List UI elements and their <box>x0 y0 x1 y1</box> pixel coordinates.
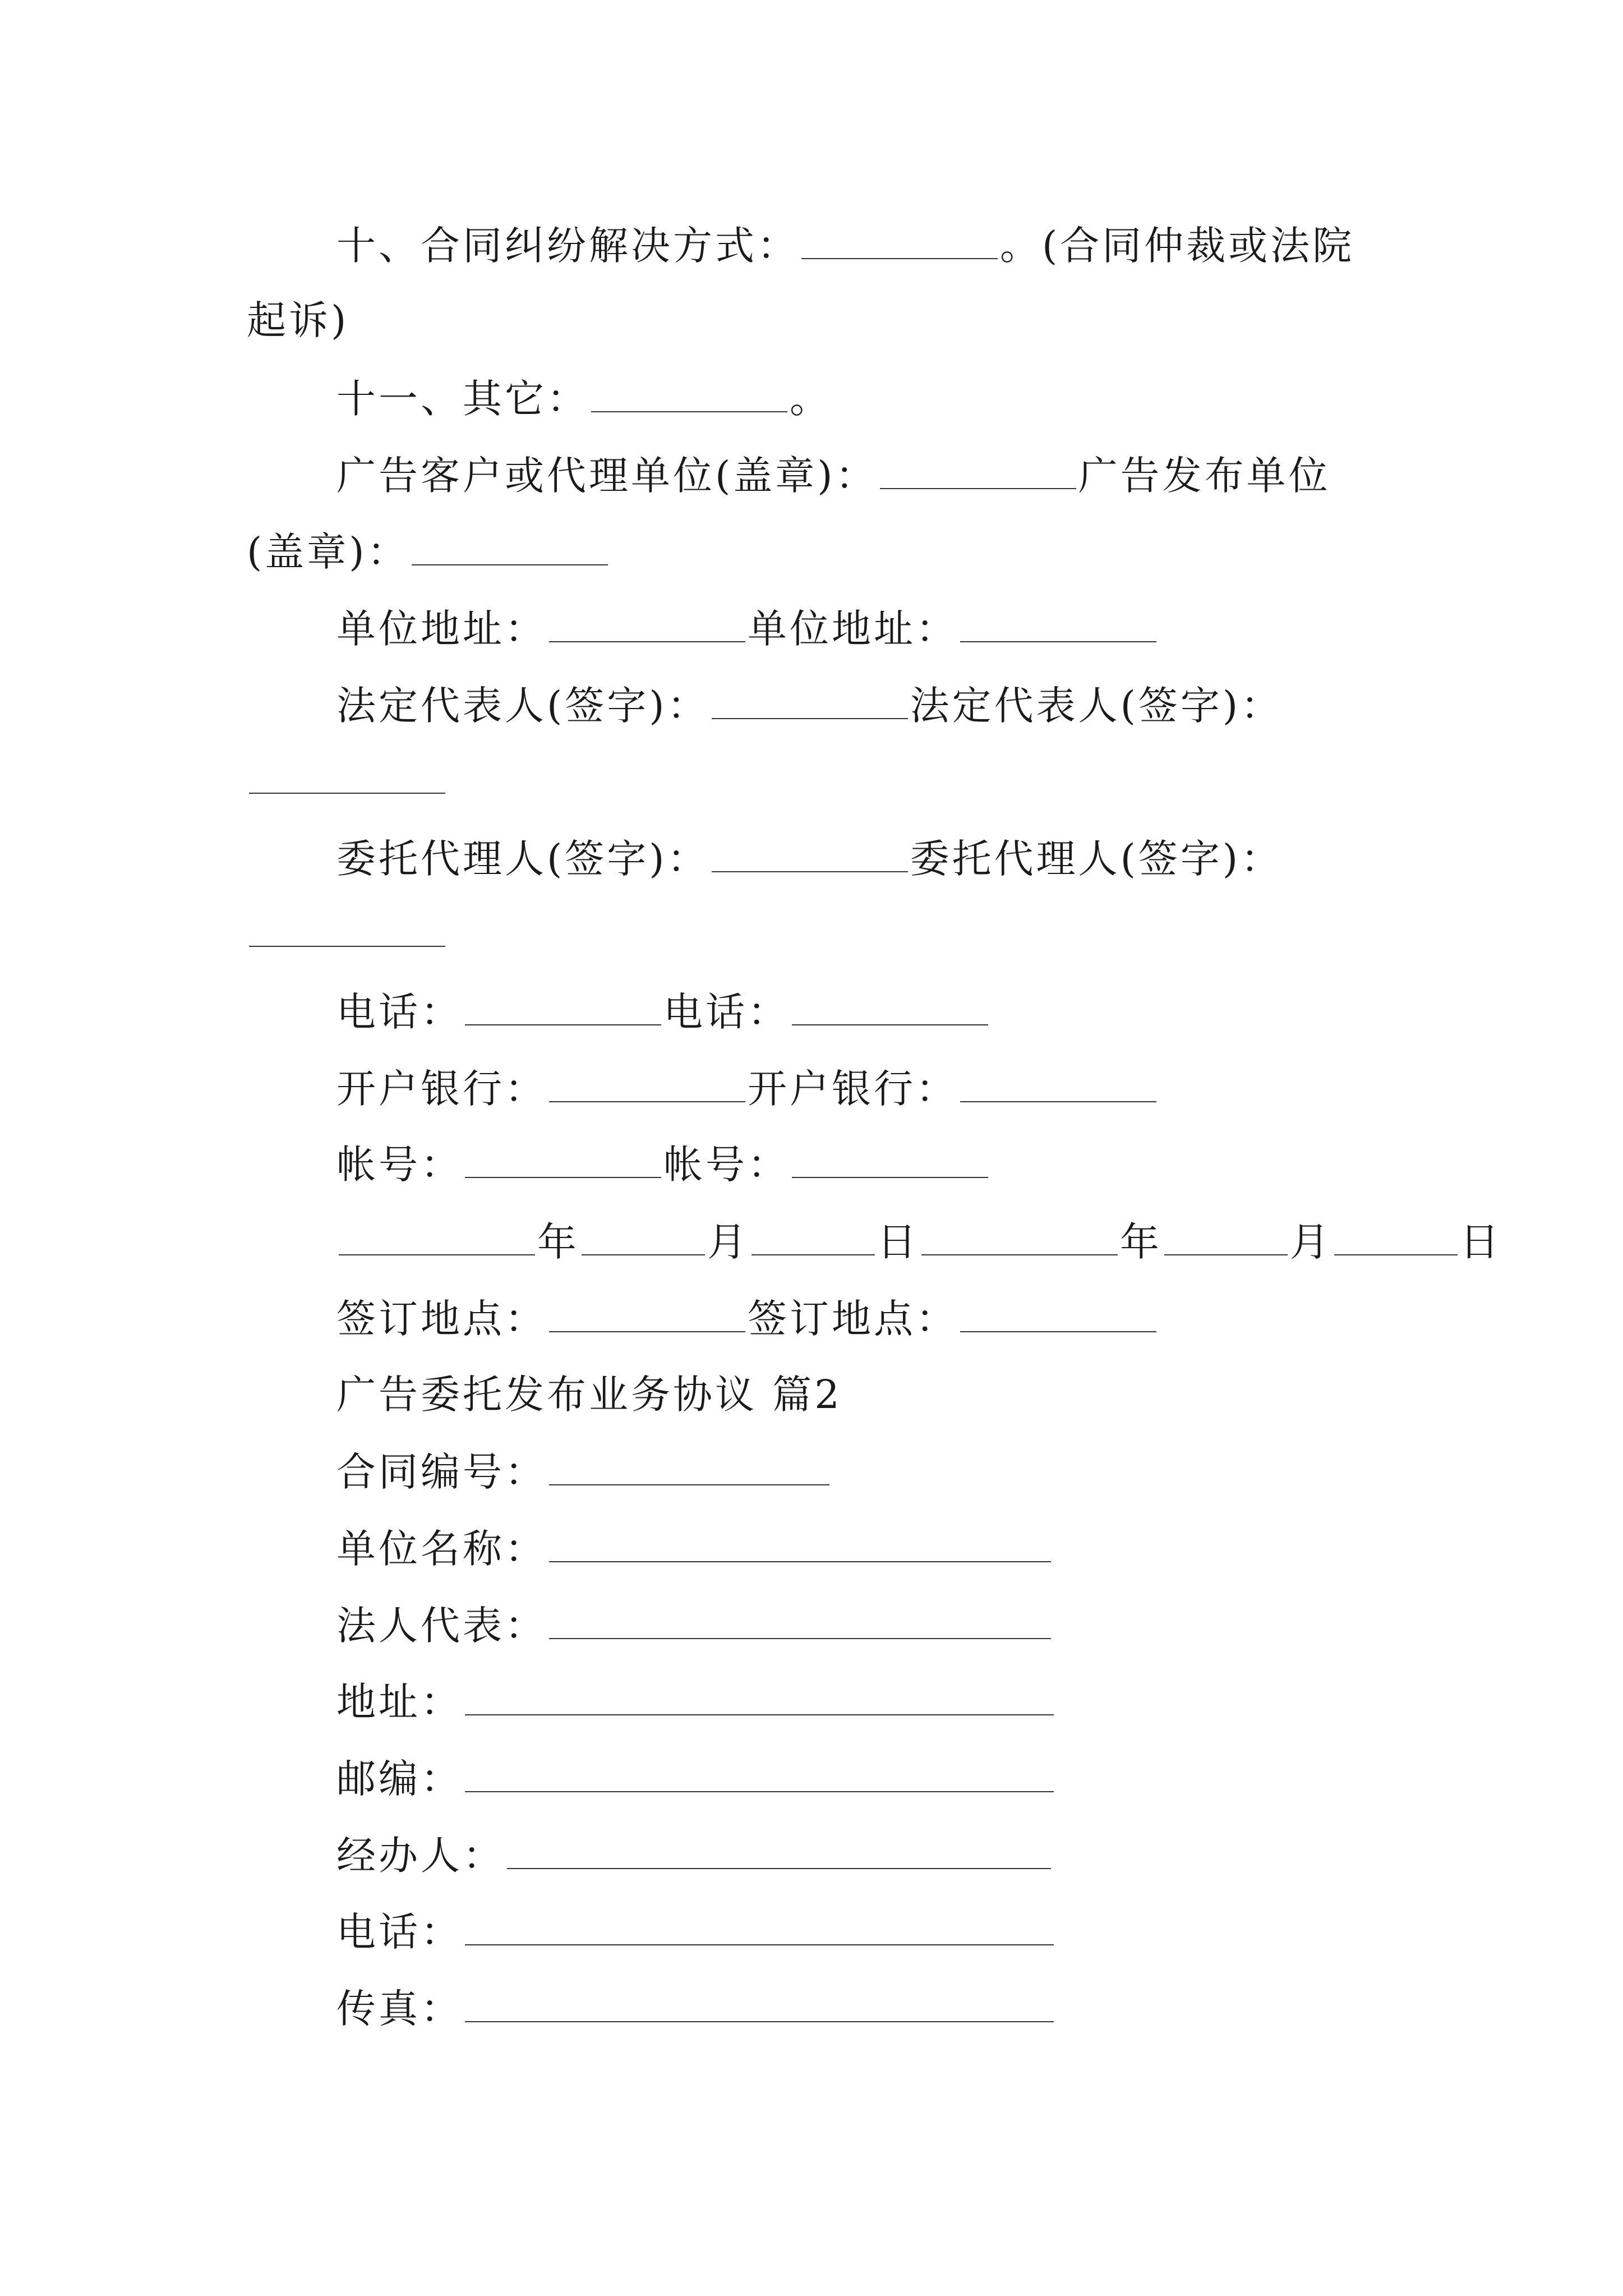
signing-place-line <box>336 1293 1380 1345</box>
date-left-day-label: 日 <box>877 1219 919 1265</box>
agent-line <box>336 833 1380 885</box>
other-blank <box>591 379 787 412</box>
date-right-day-blank <box>1334 1222 1458 1255</box>
postcode-label: 邮编： <box>336 1756 463 1802</box>
clause-11 <box>336 373 1380 425</box>
address2-line <box>336 1676 1380 1728</box>
account-right-label: 帐号： <box>663 1142 790 1188</box>
legal-person-blank <box>549 1605 1051 1639</box>
date-left-day-blank <box>751 1222 875 1255</box>
fax-label: 传真： <box>336 1986 463 2032</box>
phone-left-blank <box>465 992 661 1025</box>
legal-rep-line <box>336 680 1380 731</box>
advertiser-seal-blank <box>880 455 1076 489</box>
address-left-blank <box>549 609 745 642</box>
date-left-year-blank <box>339 1222 535 1255</box>
legal-rep-left-blank <box>712 685 908 719</box>
date-left-month-label: 月 <box>707 1219 749 1265</box>
dispute-resolution-blank <box>801 226 998 259</box>
bank-right-blank <box>960 1069 1156 1102</box>
bank-left-blank <box>549 1069 745 1102</box>
clause-11-suffix: 。 <box>790 376 832 422</box>
postcode-line <box>336 1753 1380 1805</box>
legal-rep-continuation <box>247 754 1380 806</box>
address-right-label: 单位地址： <box>748 606 958 652</box>
account-left-label: 帐号： <box>336 1142 463 1188</box>
section-title <box>336 1369 1380 1420</box>
clause-10-continuation <box>247 295 1380 346</box>
signing-place-left-blank <box>549 1299 745 1332</box>
fax-blank <box>465 1989 1054 2022</box>
contract-number-label: 合同编号： <box>336 1449 547 1495</box>
agent-right-blank <box>249 913 445 947</box>
agent-left-blank <box>712 839 908 872</box>
date-left-year-label: 年 <box>537 1219 579 1265</box>
postcode-blank <box>465 1759 1054 1792</box>
account-right-blank <box>792 1144 988 1178</box>
publisher-seal-blank <box>412 532 608 565</box>
fax-line <box>336 1983 1380 2035</box>
clause-10-continuation-text: 起诉) <box>247 297 349 343</box>
bank-line <box>336 1063 1380 1115</box>
legal-rep-left-label: 法定代表人(签字)： <box>336 683 709 729</box>
date-line <box>336 1216 1502 1268</box>
date-left-month-blank <box>582 1222 705 1255</box>
agent-continuation <box>247 908 1380 959</box>
legal-person-line <box>336 1600 1380 1651</box>
publisher-seal-label: (盖章)： <box>247 529 409 575</box>
date-right-year-blank <box>921 1222 1118 1255</box>
address-left-label: 单位地址： <box>336 606 547 652</box>
bank-right-label: 开户银行： <box>748 1066 958 1112</box>
date-right-month-label: 月 <box>1290 1219 1332 1265</box>
handler-blank <box>507 1835 1051 1869</box>
phone-right-blank <box>792 992 988 1025</box>
clause-11-label: 十一、其它： <box>336 376 589 422</box>
clause-10-suffix: 。(合同仲裁或法院 <box>1000 223 1355 269</box>
signing-place-left-label: 签订地点： <box>336 1296 547 1342</box>
account-left-blank <box>465 1144 661 1178</box>
contract-number-line <box>336 1446 1380 1498</box>
address2-label: 地址： <box>336 1679 463 1725</box>
account-line <box>336 1139 1380 1190</box>
legal-rep-right-blank <box>249 760 445 794</box>
advertiser-unit-label: 广告客户或代理单位(盖章)： <box>336 453 878 499</box>
contract-number-blank <box>549 1452 829 1485</box>
address-line <box>336 603 1380 655</box>
unit-name-line <box>336 1523 1380 1575</box>
publisher-seal-line <box>247 526 1380 578</box>
date-right-year-label: 年 <box>1120 1219 1162 1265</box>
signing-place-right-blank <box>960 1299 1156 1332</box>
signatory-unit-line <box>336 450 1380 501</box>
unit-name-blank <box>549 1529 1051 1562</box>
phone-line <box>336 986 1380 1038</box>
handler-line <box>336 1830 1380 1881</box>
publisher-unit-label: 广告发布单位 <box>1078 453 1331 499</box>
phone-left-label: 电话： <box>336 989 463 1035</box>
handler-label: 经办人： <box>336 1833 505 1879</box>
legal-person-label: 法人代表： <box>336 1603 547 1649</box>
phone2-line <box>336 1906 1380 1958</box>
date-right-month-blank <box>1164 1222 1288 1255</box>
bank-left-label: 开户银行： <box>336 1066 547 1112</box>
phone-right-label: 电话： <box>663 989 790 1035</box>
clause-10 <box>336 220 1380 272</box>
legal-rep-right-label: 法定代表人(签字)： <box>910 683 1283 729</box>
date-right-day-label: 日 <box>1460 1219 1502 1265</box>
signing-place-right-label: 签订地点： <box>748 1296 958 1342</box>
address-right-blank <box>960 609 1156 642</box>
phone2-blank <box>465 1912 1054 1945</box>
phone2-label: 电话： <box>336 1909 463 1955</box>
unit-name-label: 单位名称： <box>336 1526 547 1572</box>
agent-left-label: 委托代理人(签字)： <box>336 836 709 882</box>
clause-10-label: 十、合同纠纷解决方式： <box>336 223 799 269</box>
section-title-text: 广告委托发布业务协议 篇2 <box>336 1372 842 1418</box>
address2-blank <box>465 1682 1054 1715</box>
agent-right-label: 委托代理人(签字)： <box>910 836 1283 882</box>
